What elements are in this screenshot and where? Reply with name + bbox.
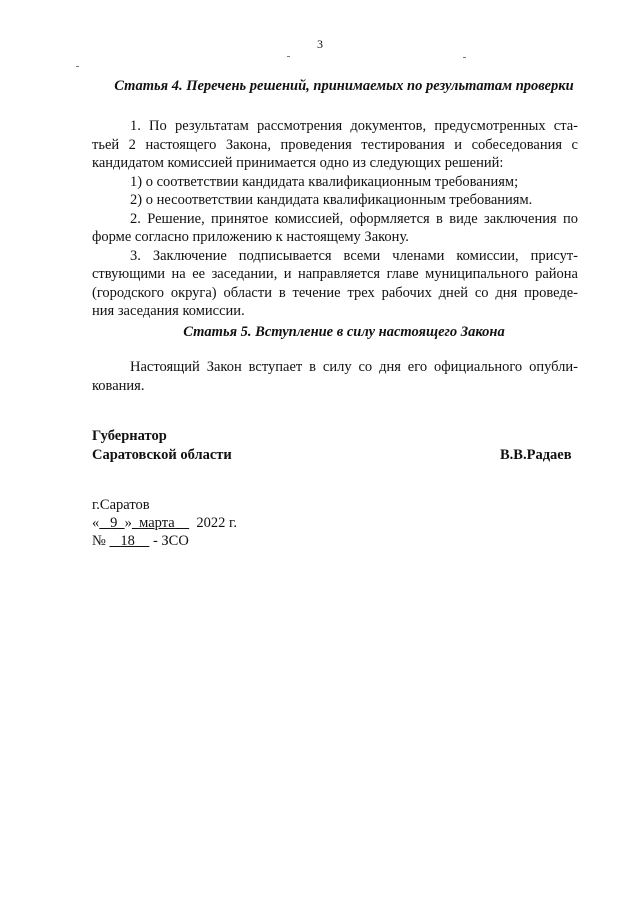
- footer-city: г.Саратов: [92, 497, 150, 513]
- article-5-paragraph: [92, 358, 578, 395]
- date-month: марта: [139, 515, 175, 531]
- text-line: 1. По результатам рассмотрения документов, предусмотренных ста-: [130, 118, 578, 134]
- list-item: 2) о несоответствии кандидата квалификационным требованиям.: [130, 192, 533, 208]
- number-sign: №: [92, 533, 106, 549]
- text-line: Настоящий Закон вступает в силу со дня его официального опубли-: [130, 359, 578, 375]
- text-line: тьей 2 настоящего Закона, проведения тестирования и собеседования с: [92, 136, 578, 153]
- text-line: кования.: [92, 377, 145, 394]
- law-number: 18: [120, 533, 135, 549]
- text-line: ствующими на ее заседании, и направляется главе муниципального района: [92, 266, 578, 282]
- text-line: ния заседания комиссии.: [92, 303, 245, 319]
- scan-speck: [287, 56, 290, 57]
- number-suffix: - ЗСО: [152, 533, 189, 549]
- date-quote-close: »: [124, 515, 132, 531]
- article-4-heading: Статья 4. Перечень решений, принимаемых по результатам проверки: [114, 78, 574, 94]
- date-day: 9: [110, 515, 118, 531]
- text-line: форме согласно приложению к настоящему Закону.: [92, 229, 409, 245]
- list-item: 1) о соответствии кандидата квалификационным требованиям;: [130, 173, 519, 190]
- footer-date: [92, 514, 237, 533]
- signatory-title: [92, 427, 232, 464]
- date-year: 2022 г.: [196, 515, 237, 531]
- text-line: 2. Решение, принятое комиссией, оформляется в виде заключения по: [130, 210, 578, 227]
- text-line: 3. Заключение подписывается всеми членами комиссии, присут-: [130, 247, 578, 264]
- article-5-heading: Статья 5. Вступление в силу настоящего Закона: [183, 324, 505, 340]
- footer-number: [92, 532, 189, 551]
- signatory-name: В.В.Радаев: [500, 447, 572, 463]
- signatory-title-line: Саратовской области: [92, 446, 232, 463]
- signatory-title-line: Губернатор: [92, 428, 167, 444]
- page-number: 3: [317, 37, 323, 51]
- scan-speck: [76, 66, 79, 67]
- date-quote-open: «: [92, 515, 100, 531]
- text-line: (городского округа) области в течение трех рабочих дней со дня проведе-: [92, 284, 578, 301]
- scan-speck: [463, 57, 466, 58]
- text-line: кандидатом комиссией принимается одно из следующих решений:: [92, 155, 504, 171]
- article-4-paragraph-1: [92, 117, 578, 321]
